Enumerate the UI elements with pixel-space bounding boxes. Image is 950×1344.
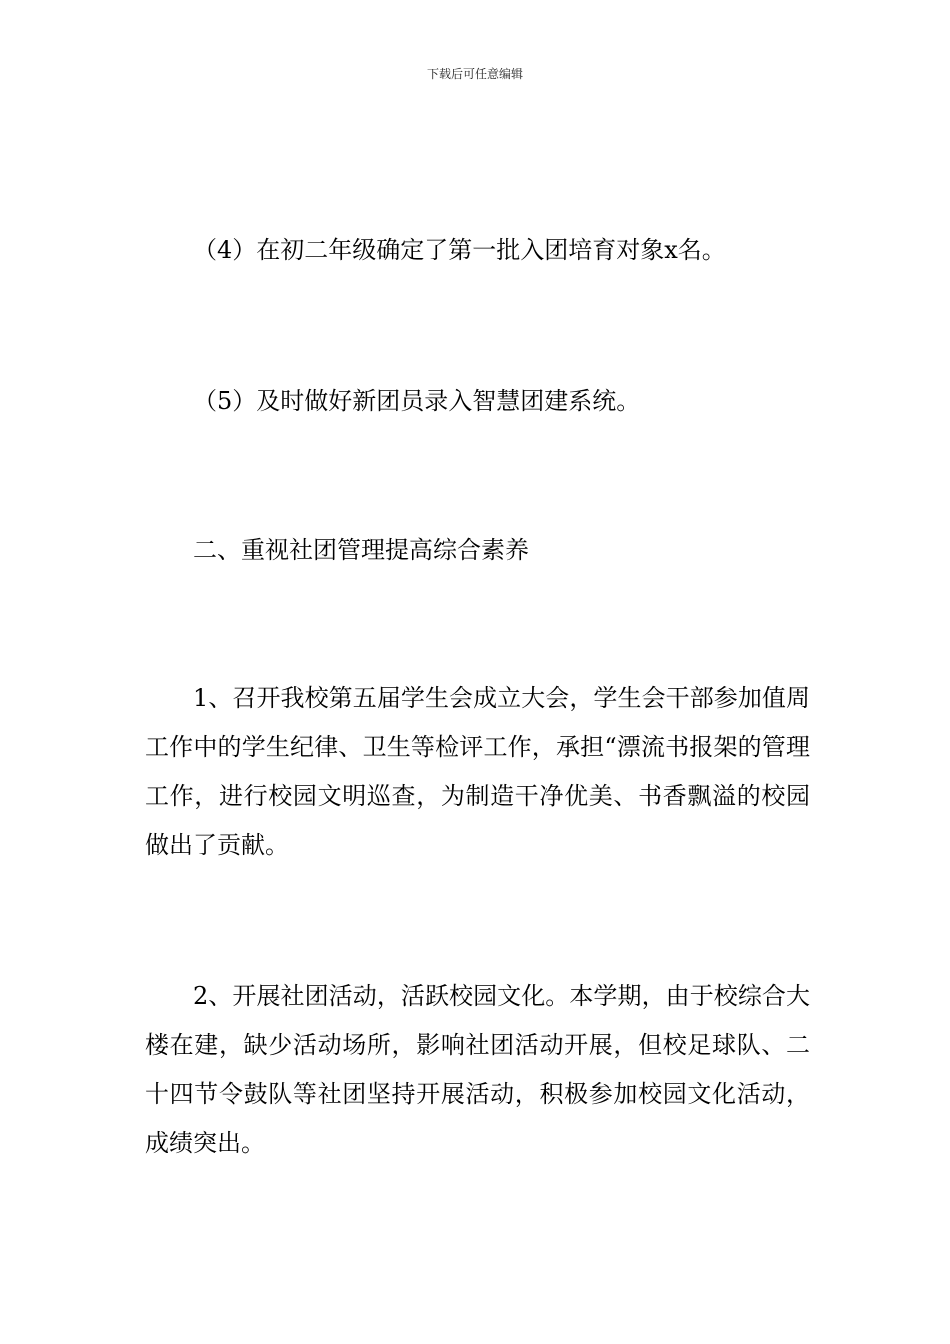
paragraph-2: 2、开展社团活动，活跃校园文化。本学期，由于校综合大楼在建，缺少活动场所，影响社团活动开展，但校足球队、二十四节令鼓队等社团坚持开展活动，积极参加校园文化活动，成绩突出。 — [145, 982, 810, 1157]
page-header: 下载后可任意编辑 — [426, 67, 523, 81]
list-item-4: （4）在初二年级确定了第一批入团培育对象x名。 — [193, 236, 726, 264]
section-heading: 二、重视社团管理提高综合素养 — [193, 536, 529, 564]
paragraph-1: 1、召开我校第五届学生会成立大会，学生会干部参加值周工作中的学生纪律、卫生等检评工作，承担“漂流书报架的管理工作，进行校园文明巡查，为制造干净优美、书香飘溢的校园做出了贡献。 — [145, 684, 810, 859]
list-item-5: （5）及时做好新团员录入智慧团建系统。 — [193, 387, 641, 415]
